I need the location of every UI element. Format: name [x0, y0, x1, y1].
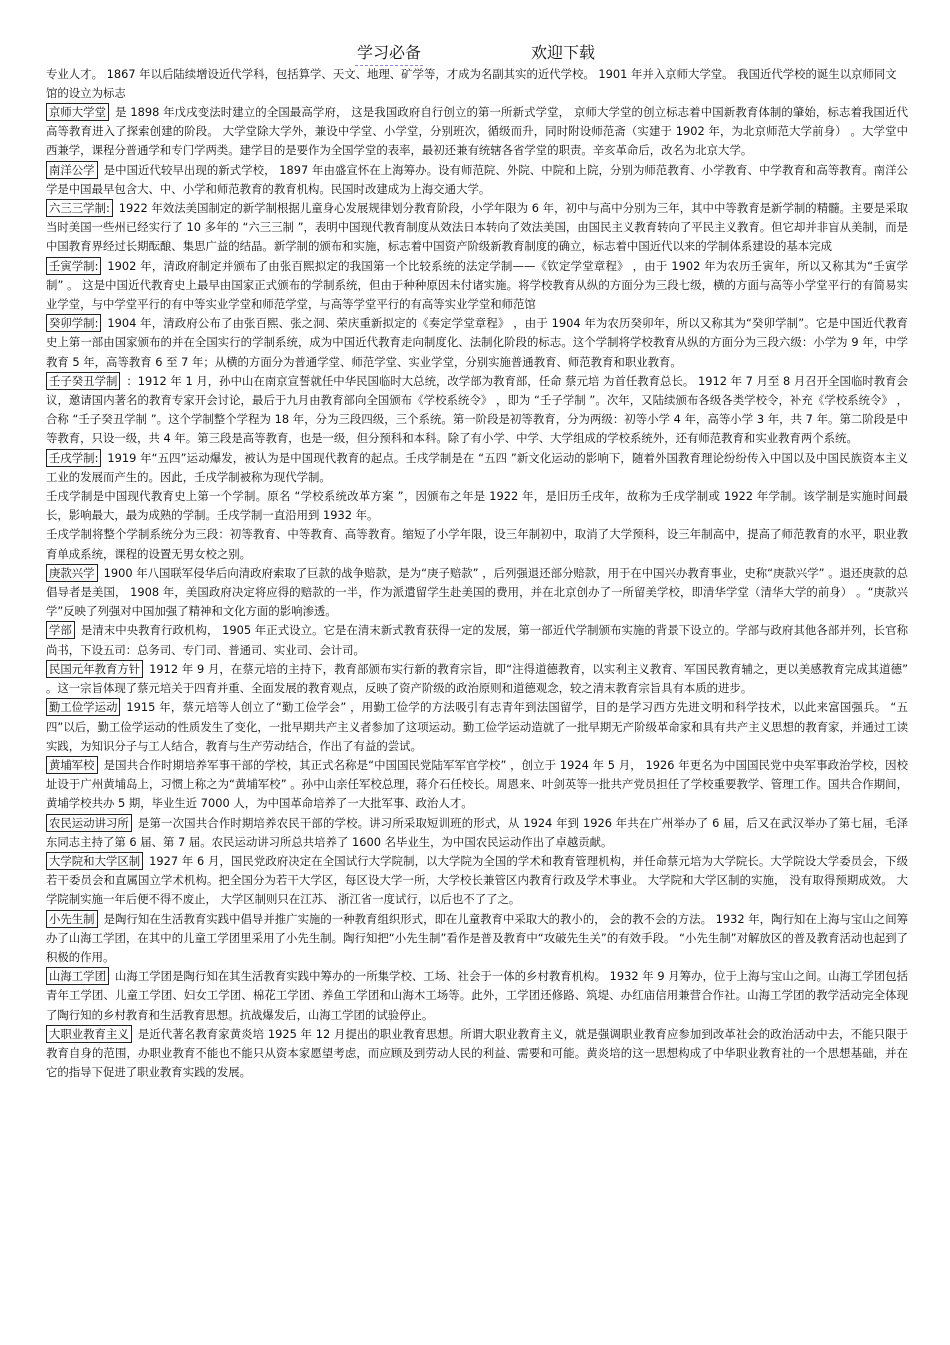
term-box: 南洋公学: [46, 161, 98, 179]
entry-huangpu: [46, 756, 908, 814]
entry-minguo-policy: [46, 660, 908, 698]
term-box: 壬戌学制:: [46, 449, 101, 467]
entry-text: 是近代著名教育家黄炎培 1925 年 12 月提出的职业教育思想。所谓大职业教育主义，就是强调职业教育应参加到改革社会的政治活动中去，不能只限于教育自身的范围，办职业教育不能也不能只从资本家愿望考虑，而应顾及到劳动人民的利益、需要和可能。黄炎培的这一思想构成了中华职业教育社的一个思想基础，并在它的指导下促进了职业教育实践的发展。: [46, 1026, 908, 1080]
term-box: 小先生制: [46, 910, 98, 928]
term-box: 大职业教育主义: [46, 1025, 132, 1043]
entry-renxu-detail-1: [46, 487, 908, 525]
entry-university-district: [46, 852, 908, 910]
entry-peasant-institute: [46, 814, 908, 852]
entry-renyin-system: [46, 257, 908, 315]
intro-paragraph: 专业人才。 1867 年以后陆续增设近代学科，包括算学、天文、地理、矿学等，才成为名副其实的近代学校。 1901 年并入京师大学堂。 我国近代学校的诞生以京师同文馆的设立为标志: [46, 67, 897, 101]
page-header: [0, 40, 950, 66]
term-box: 民国元年教育方针: [46, 660, 143, 678]
entry-xuebu: [46, 621, 908, 659]
entry-text: 1912 年 9 月，在蔡元培的主持下，教育部颁布实行新的教育宗旨，即“注得道德教育，以实利主义教育、军国民教育辅之，更以美感教育完成其道德” 。这一宗旨体现了蔡元培关于四育并重、全面发展的教育观点，反映了资产阶级的政治原则和道德观念，较之清末教育宗旨具有本质的进步。: [46, 661, 908, 696]
entry-gengkuan-xingxue: [46, 564, 908, 622]
entry-text: 是第一次国共合作时期培养农民干部的学校。讲习所采取短训班的形式，从 1924 年到 1926 年共在广州举办了 6 届，后又在武汉举办了第七届，毛泽东同志主持了第 6 届、第 7 届。农民运动讲习所总共培养了 1600 名毕业生，为中国农民运动作出了卓越贡献。: [46, 815, 908, 849]
term-box: 学部: [46, 621, 75, 639]
term-box: 山海工学团: [46, 967, 109, 985]
entry-text: ：1912 年 1 月，孙中山在南京宣誓就任中华民国临时大总统，改学部为教育部，任命 蔡元培 为首任教育总长。 1912 年 7 月至 8 月召开全国临时教育会议，邀请国内著名的教育专家开会讨论，最后于九月由教育部向全国颁布《学校系统令》 ，即为 “壬子学制 ”。次年，又陆续颁布各级各类学校令，补充《学校系统令》 ，合称 “壬子癸丑学制 ”。这个学制整个学程为 18 年，分为三段四级，三个系统。第一阶段是初等教育，分为两级：初等小学 4 年，高等小学 3 年，共 7 年。第二阶段是中等教育，只设一级，共 4 年。第三段是高等教育，也是一级，但分预科和本科。除了有小学、中学、大学组成的学校系统外，还有师范教育和实业教育两个系统。: [46, 373, 908, 446]
term-box: 黄埔军校: [46, 756, 98, 774]
entry-text: 是 1898 年戊戌变法时建立的全国最高学府， 这是我国政府自行创立的第一所新式学堂， 京师大学堂的创立标志着中国新教育体制的肇始，标志着我国近代高等教育进入了探索创建的阶段。 大学堂除大学外，兼设中学堂、小学堂，分别班次，循级而升，同时附设师范斋（实建于 1902 年，为北京师范大学前身） 。大学堂中西兼学，课程分普通学和专门学两类。建学目的是要作为全国学堂的表率，最初还兼有统辖各省学堂的职责。辛亥革命后，改名为北京大学。: [46, 105, 908, 158]
term-box: 壬子癸丑学制: [46, 372, 120, 390]
entry-text: 1919 年“五四”运动爆发，被认为是中国现代教育的起点。壬戌学制是在 “五四 ”新文化运动的影响下，随着外国教育理论纷纷传入中国以及中国民族资本主义工业的发展而产生的。因此，壬戌学制被称为现代学制。: [46, 450, 908, 484]
term-box: 庚款兴学: [46, 564, 98, 582]
entry-little-teacher: [46, 910, 908, 968]
entry-jingshi-daxuetang: [46, 103, 908, 161]
entry-text: 是清末中央教育行政机构， 1905 年正式设立。它是在清末新式教育获得一定的发展，第一部近代学制颁布实施的背景下设立的。学部与政府其他各部并列，长官称尚书，下设五司：总务司、专门司、普通司、实业司、会计司。: [46, 623, 908, 657]
entry-text: 1922 年效法美国制定的新学制根据儿童身心发展规律划分教育阶段，小学年限为 6 年，初中与高中分别为三年，其中中等教育是新学制的精髓。主要是采取当时美国一些州已经实行了 10 多年的 “六三三制 ”，表明中国现代教育制度从效法日本转向了效法美国，由国民主义教育转向了平民主义教育。但它却并非盲从美制，而是中国教育界经过长期酝酿、集思广益的结晶。新学制的颁布和实施，标志着中国资产阶级新教育制度的确立，标志着中国近代以来的学制体系建设的基本完成: [46, 201, 908, 254]
term-box: 大学院和大学区制: [46, 852, 143, 870]
term-box: 壬寅学制:: [46, 257, 101, 275]
entry-text: 山海工学团是陶行知在其生活教育实践中筹办的一所集学校、工场、社会于一体的乡村教育机构。 1932 年 9 月筹办，位于上海与宝山之间。山海工学团包括青年工学团、儿童工学团、妇女工学团、棉花工学团、养鱼工学团和山海木工场等。此外，工学团还修路、筑堤、办红庙信用兼营合作社。山海工学团的教学活动完全体现了陶行知的乡村教育和生活教育思想。抗战爆发后，山海工学团的试验停止。: [46, 969, 908, 1022]
entry-renxu-detail-2: [46, 525, 908, 563]
term-box: 农民运动讲习所: [46, 814, 132, 832]
term-box: 勤工俭学运动: [46, 698, 120, 716]
entry-text: 壬戌学制是中国现代教育史上第一个学制。原名 “学校系统改革方案 ”，因颁布之年是 1922 年，是旧历壬戌年，故称为壬戌学制或 1922 年学制。该学制是实施时间最长，影响最大，最为成熟的学制。壬戌学制一直沿用到 1932 年。: [46, 489, 908, 523]
term-box: 癸卯学制:: [46, 314, 101, 332]
entry-text: 1927 年 6 月，国民党政府决定在全国试行大学院制，以大学院为全国的学术和教育管理机构，并任命蔡元培为大学院长。大学院设大学委员会，下级若干委员会和直属国立学术机构。把全国分为若干大学区，每区设大学一所，大学校长兼管区内教育行政及学术事业。 大学院和大学区制的实施， 没有取得预期成效。 大学院制实施一年后便不得不废止， 大学区制则只在江苏、 浙江省一度试行，以后也不了了之。: [46, 853, 908, 907]
header-left-text: 学习必备: [355, 40, 423, 66]
header-right-text: 欢迎下载: [531, 43, 596, 62]
entry-shanhai: [46, 967, 908, 1025]
entry-work-study: [46, 698, 908, 756]
entry-text: 1915 年，蔡元培等人创立了“勤工俭学会” ，用勤工俭学的方法吸引有志青年到法国留学，目的是学习西方先进文明和科学技术，以此来富国强兵。 “五四”以后，勤工俭学运动的性质发生了变化，一批早期共产主义者参加了这项运动。勤工俭学运动造就了一批早期无产阶级革命家和具有共产主义思想的教育家，并通过工读实践，为知识分子与工人结合，教育与生产劳动结合，作出了有益的尝试。: [46, 700, 908, 753]
term-box: 六三三学制:: [46, 199, 113, 217]
entry-text: 是陶行知在生活教育实践中倡导并推广实施的一种教育组织形式，即在儿童教育中采取大的教小的， 会的教不会的方法。 1932 年，陶行知在上海与宝山之间筹办了山海工学团，在其中的儿童工学团里采用了小先生制。陶行知把“小先生制”看作是普及教育中“攻破先生关”的有效手段。 “小先生制”对解放区的普及教育活动也起到了积极的作用。: [46, 911, 908, 964]
entry-text: 1902 年，清政府制定并颁布了由张百熙拟定的我国第一个比较系统的法定学制——《钦定学堂章程》 ，由于 1902 年为农历壬寅年，所以又称其为“壬寅学制” 。 这是中国近代教育史上最早由国家正式颁布的学制系统，但由于种种原因未付诸实施。将学校教育从纵的方面分为三段七级，横的方面与高等小学堂平行的有简易实业学堂，与中学堂平行的有中等实业学堂和师范学堂，与高等学堂平行的有高等实业学堂和师范馆: [46, 258, 908, 312]
entry-nanyang-gongxue: [46, 161, 908, 199]
entry-renxu-system: [46, 449, 908, 487]
entry-guimao-system: [46, 314, 908, 372]
entry-text: 1900 年八国联军侵华后向清政府索取了巨款的战争赔款，是为“庚子赔款” ，后列强退还部分赔款，用于在中国兴办教育事业，史称“庚款兴学” 。退还庚款的总倡导者是美国， 1908 年，美国政府决定将应得的赔款的一半，作为派遣留学生赴美国的费用，并在北京创办了一所留美学校，即清华学堂（清华大学的前身） 。“庚款兴学”反映了列强对中国加强了精神和文化方面的影响渗透。: [46, 565, 908, 619]
entry-vocational: [46, 1025, 908, 1083]
entry-renzi-guichou-system: [46, 372, 908, 449]
entry-text: 是国共合作时期培养军事干部的学校，其正式名称是“中国国民党陆军军官学校” ，创立于 1924 年 5 月， 1926 年更名为中国国民党中央军事政治学校，因校址设于广州黄埔岛上，习惯上称之为“黄埔军校” 。孙中山亲任军校总理，蒋介石任校长。周恩来、叶剑英等一批共产党员担任了学校重要教学、管理工作。国共合作期间，黄埔学校共办 5 期，毕业生近 7000 人，为中国革命培养了一大批军事、政治人才。: [46, 757, 908, 811]
entry-text: 是中国近代较早出现的新式学校， 1897 年由盛宣怀在上海筹办。设有师范院、外院、中院和上院，分别为师范教育、小学教育、中学教育和高等教育。南洋公学是中国最早包含大、中、小学和师范教育的教育机构。民国时改建成为上海交通大学。: [46, 162, 908, 196]
entry-633-system: [46, 199, 908, 257]
entry-text: 壬戌学制将整个学制系统分为三段：初等教育、中等教育、高等教育。缩短了小学年限，设三年制初中，取消了大学预科，设三年制高中，提高了师范教育的水平，职业教育单成系统，课程的设置无男女校之别。: [46, 527, 908, 561]
entry-text: 1904 年，清政府公布了由张百熙、张之洞、荣庆重新拟定的《奏定学堂章程》 ，由于 1904 年为农历癸卯年，所以又称其为“癸卯学制”。它是中国近代教育史上第一部由国家颁布的并在全国实行的学制系统，成为中国近代教育走向制度化、法制化阶段的标志。这个学制将学校教育从纵的方面分为三段六级：小学为 9 年，中学教育 5 年，高等教育 6 至 7 年；从横的方面分为普通学堂、师范学堂、实业学堂，分别实施普通教育、师范教育和职业教育。: [46, 316, 908, 369]
entries-list: [46, 103, 908, 1082]
term-box: 京师大学堂: [46, 103, 109, 121]
